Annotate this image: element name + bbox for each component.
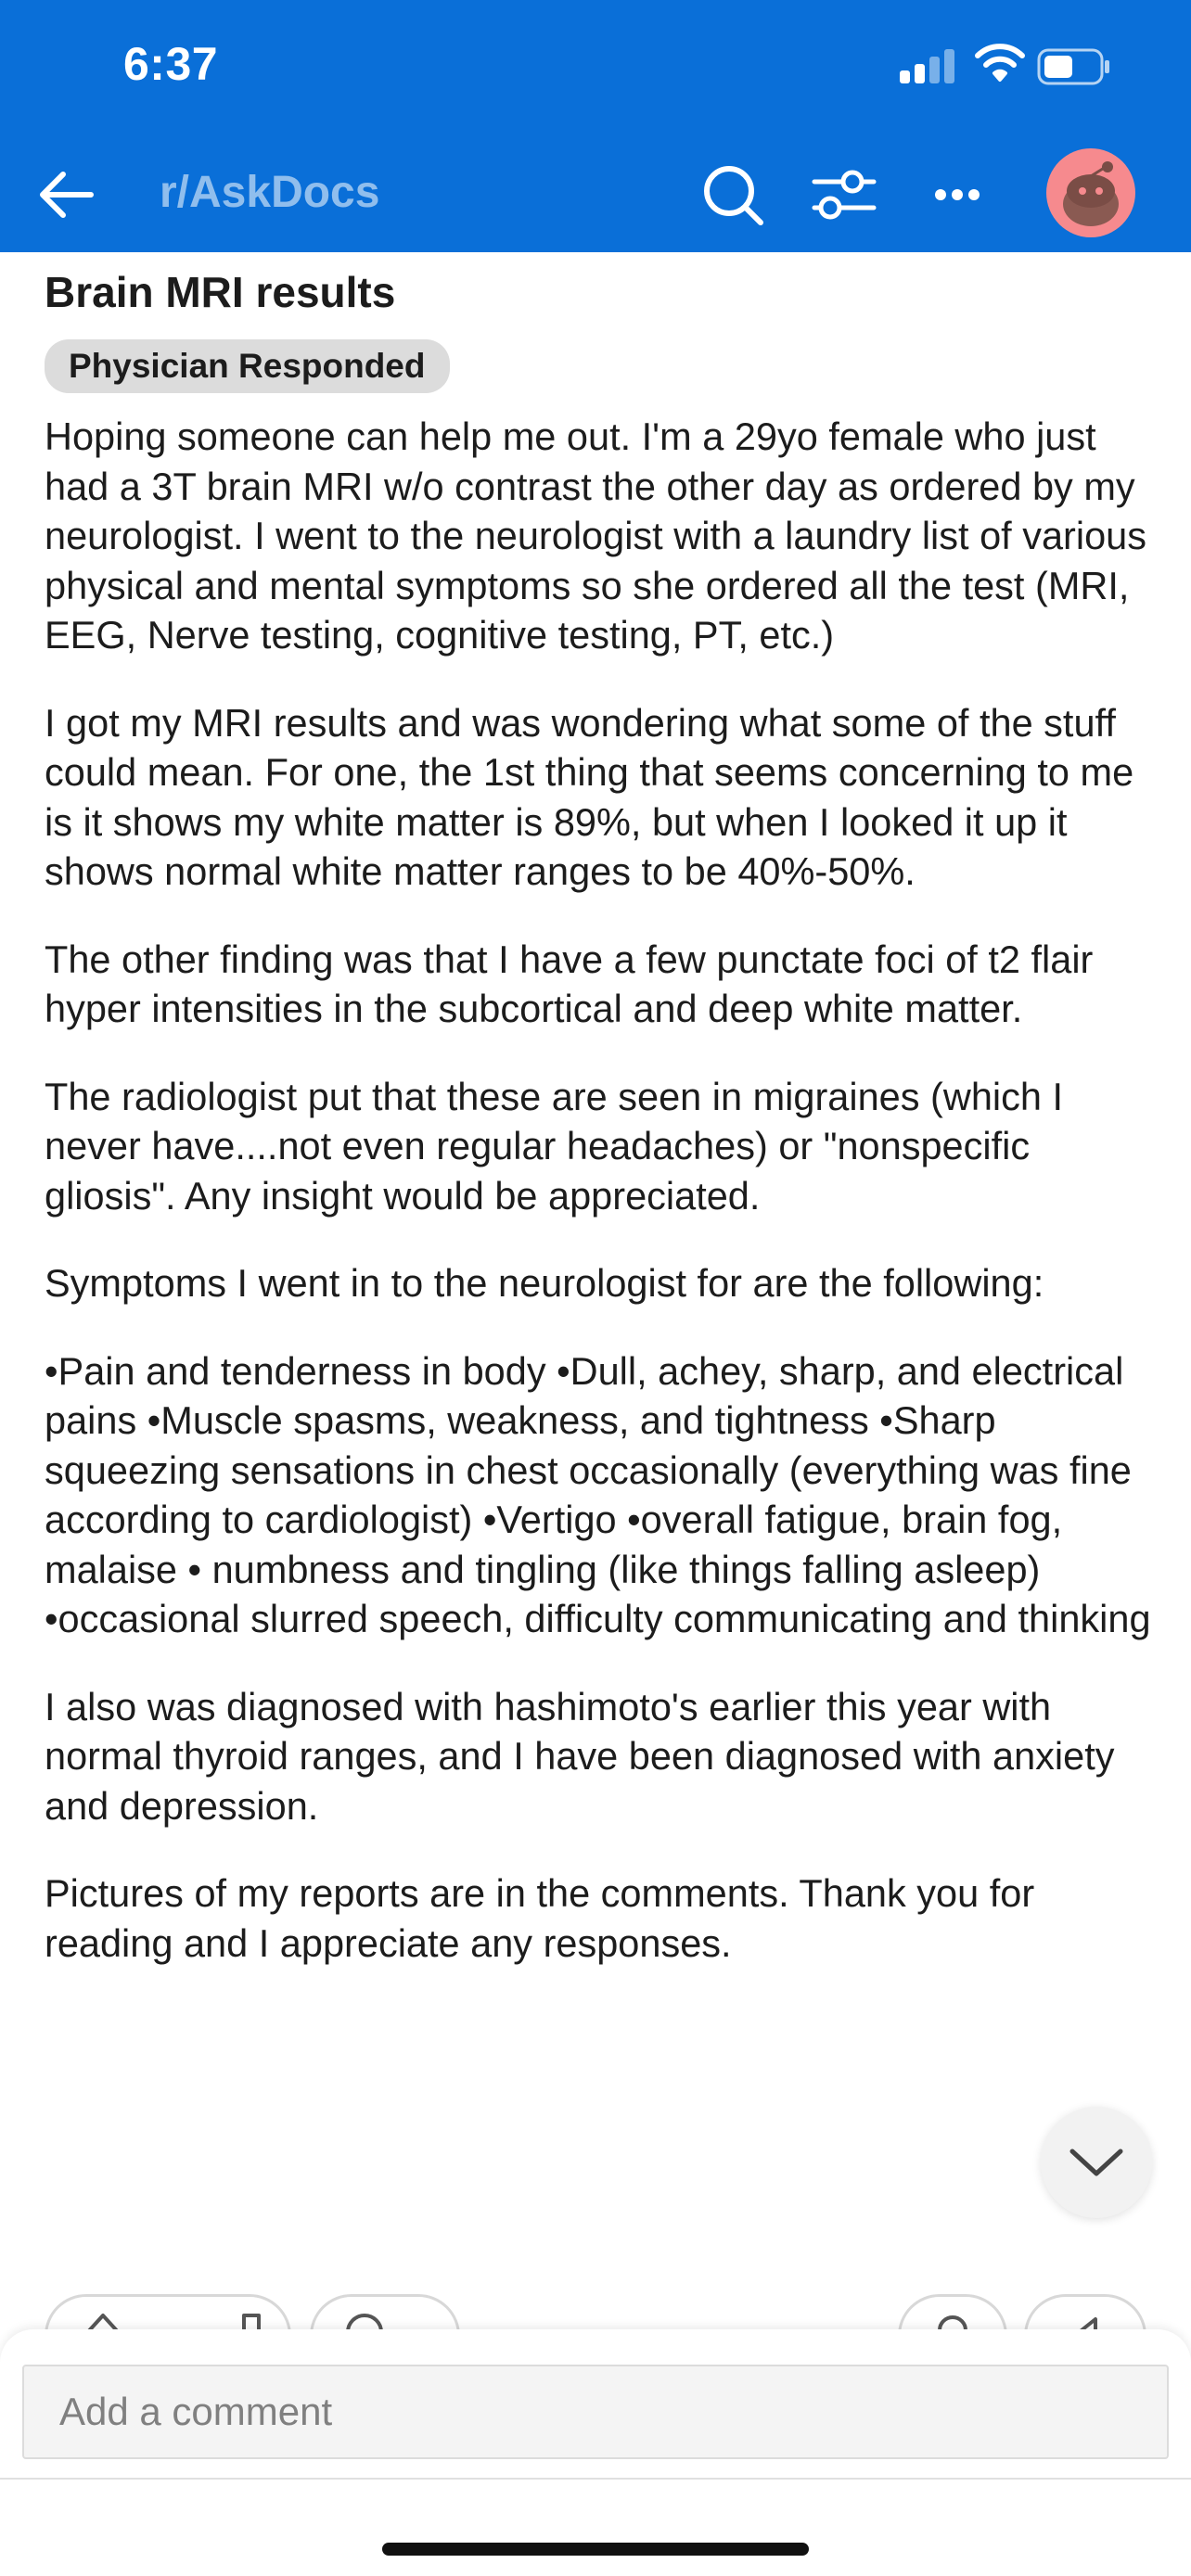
home-indicator[interactable]: [382, 2543, 809, 2556]
post-body: [45, 412, 1158, 1968]
post-paragraph: Hoping someone can help me out. I'm a 29yo female who just had a 3T brain MRI w/o contrast the other day as ordered by my neurologist. I went to the neurologist with a laundry list of various physical and mental symptoms so she ordered all the test (MRI, EEG, Nerve testing, cognitive testing, PT, etc.): [45, 414, 1146, 657]
comment-composer: [0, 2329, 1191, 2576]
post-title: Brain MRI results: [45, 268, 396, 316]
post-content: [45, 252, 1158, 2006]
composer-divider: [0, 2478, 1191, 2480]
post-paragraph: I also was diagnosed with hashimoto's earlier this year with normal thyroid ranges, and I have been diagnosed with anxiety and depression.: [45, 1684, 1115, 1828]
more-options-icon[interactable]: [922, 159, 992, 230]
post-paragraph: Symptoms I went in to the neurologist for are the following:: [45, 1261, 1044, 1305]
chevron-down-icon: [1069, 2140, 1124, 2185]
post-paragraph: The radiologist put that these are seen in migraines (which I never have....not even regular headaches) or "nonspecific gliosis". Any insight would be appreciated.: [45, 1074, 1064, 1218]
post-paragraph: Pictures of my reports are in the comments. Thank you for reading and I appreciate any responses.: [45, 1871, 1035, 1965]
add-comment-input[interactable]: [22, 2365, 1169, 2459]
app-header: [0, 0, 1191, 252]
wifi-icon: [974, 43, 1026, 83]
snoo-avatar-icon: [1046, 148, 1135, 237]
nav-bar: [0, 139, 1191, 252]
status-bar: [0, 0, 1191, 139]
post-paragraph: I got my MRI results and was wondering what some of the stuff could mean. For one, the 1st thing that seems concerning to me is it shows my white matter is 89%, but when I looked it up it shows normal white matter ranges to be 40%-50%.: [45, 700, 1134, 893]
back-arrow-icon[interactable]: [33, 161, 100, 228]
user-avatar[interactable]: [1046, 148, 1135, 237]
post-paragraph: The other finding was that I have a few punctate foci of t2 flair hyper intensities in the subcortical and deep white matter.: [45, 937, 1094, 1030]
subreddit-name[interactable]: r/AskDocs: [160, 168, 380, 217]
cellular-signal-icon: [900, 48, 955, 83]
sort-filter-icon[interactable]: [809, 159, 879, 230]
scroll-down-button[interactable]: [1041, 2107, 1152, 2218]
post-paragraph: •Pain and tenderness in body •Dull, achey, sharp, and electrical pains •Muscle spasms, weakness, and tightness •Sharp squeezing sensations in chest occasionally (everything was fine according to cardiologist) •Vertigo •overall fatigue, brain fog, malaise • numbness and tingling (like things falling asleep) •occasional slurred speech, difficulty communicating and thinking: [45, 1348, 1151, 1640]
status-time: 6:37: [123, 38, 219, 90]
battery-icon: [1037, 48, 1113, 85]
post-flair: Physician Responded: [45, 339, 450, 393]
search-icon[interactable]: [698, 159, 768, 230]
